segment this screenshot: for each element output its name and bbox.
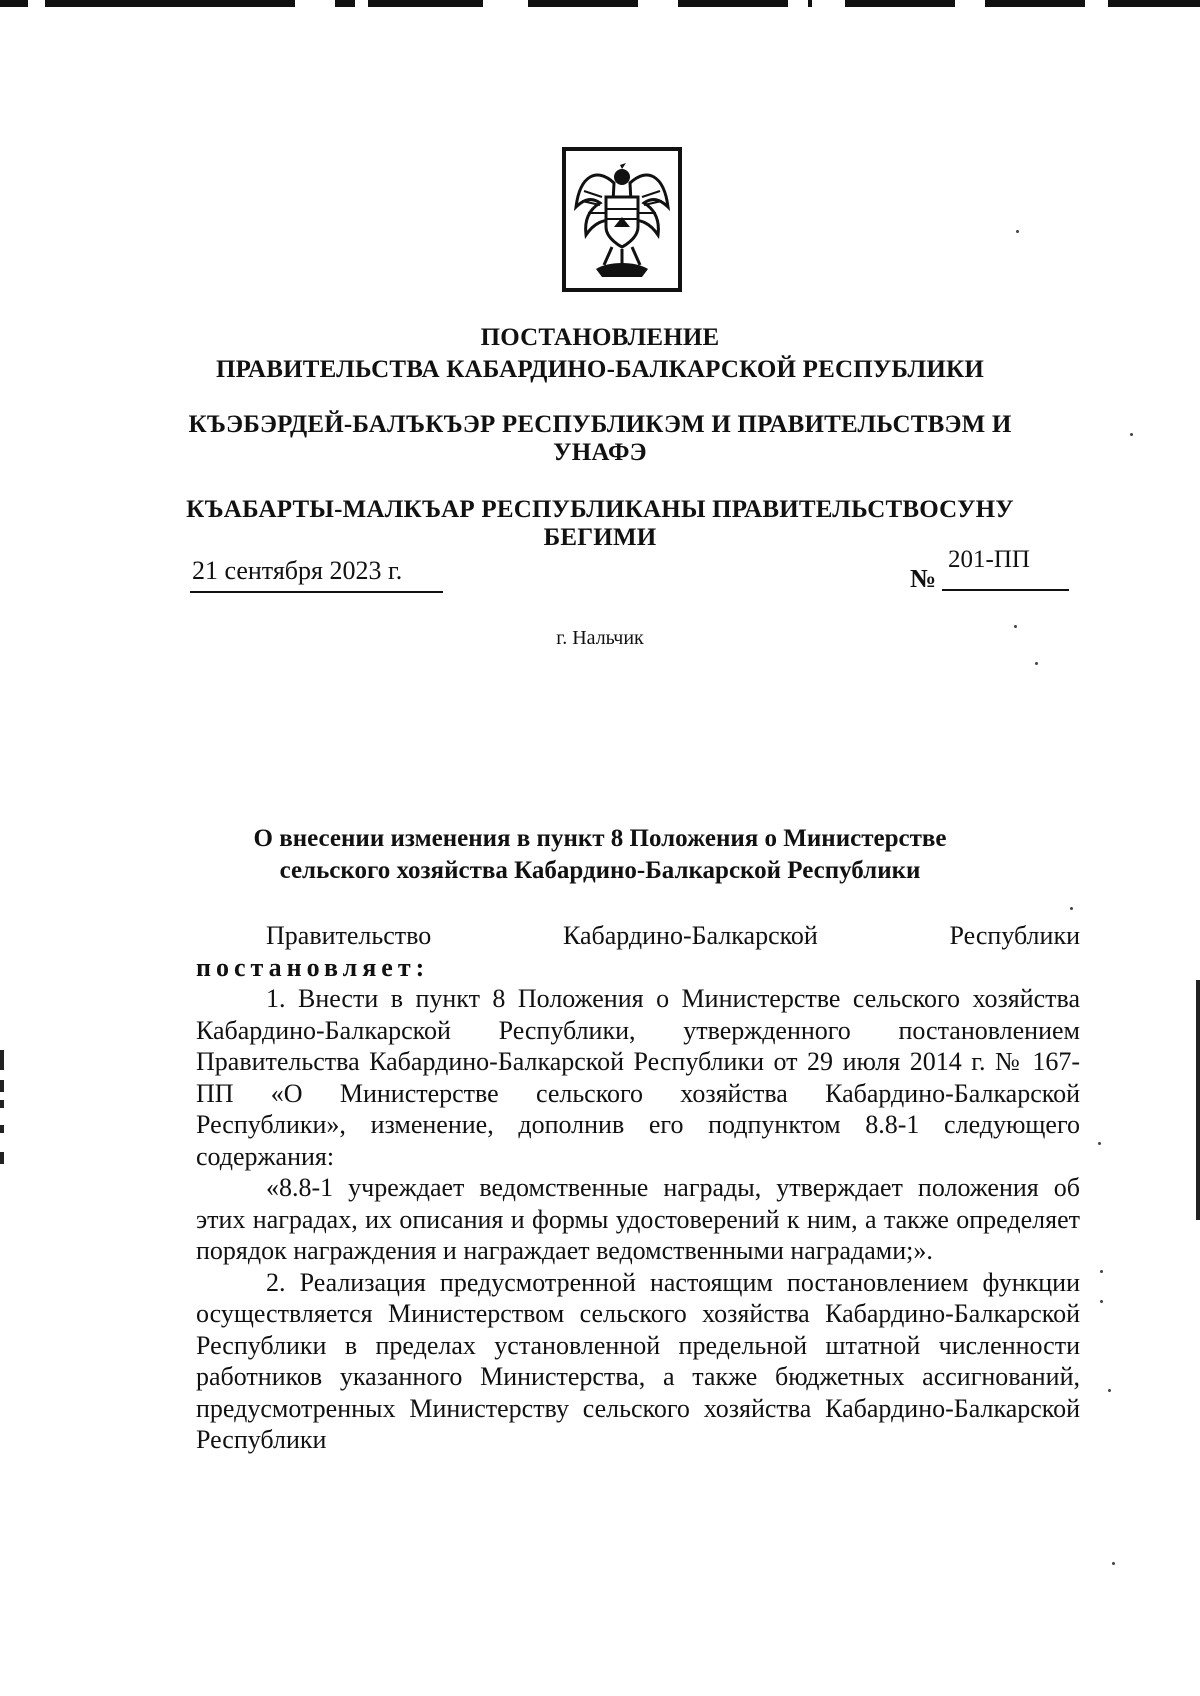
scan-edge-mark (0, 1080, 4, 1092)
body-paragraph-quote: «8.8-1 учреждает ведомственные награды, утверждает положения об этих наградах, их описания и формы удостоверений к ним, а также определяет порядок награждения и награждает ведомственными наградами;». (196, 1173, 1080, 1265)
balkar-heading-line1: КЪАБАРТЫ-МАЛКЪАР РЕСПУБЛИКАНЫ ПРАВИТЕЛЬСТВОСУНУ (186, 496, 1014, 523)
scan-artifact-bar (985, 0, 1085, 7)
scan-speck (1100, 1270, 1103, 1273)
scan-edge-mark (1196, 980, 1200, 1220)
title-line1: О внесении изменения в пункт 8 Положения о Министерстве (253, 825, 947, 852)
scan-speck (1108, 1389, 1111, 1392)
kabardian-heading-line1: КЪЭБЭРДЕЙ-БАЛЪКЪЭР РЕСПУБЛИКЭМ И ПРАВИТЕЛЬСТВЭМ И (188, 411, 1012, 438)
number-underline (942, 589, 1069, 591)
title-line2: сельского хозяйства Кабардино-Балкарской Республики (279, 857, 921, 884)
scan-speck (1112, 1562, 1115, 1565)
scan-artifact-bar (368, 0, 483, 7)
scan-speck (1014, 625, 1017, 628)
coat-of-arms-emblem-icon (562, 147, 682, 292)
scan-artifact-bar (0, 0, 28, 7)
body-lead: Правительство Кабардино-Балкарской Республики (266, 921, 1080, 950)
scan-edge-mark (0, 1125, 4, 1133)
document-number: 201-ПП (948, 546, 1030, 573)
scan-speck (1100, 1300, 1103, 1303)
number-sign: № (910, 564, 937, 593)
document-body (196, 920, 1080, 1456)
body-lead-decree (196, 952, 1080, 984)
scan-artifact-bar (678, 0, 788, 7)
scan-speck (1070, 907, 1073, 910)
scan-edge-mark (0, 1100, 4, 1108)
scan-edge-mark (0, 1050, 4, 1070)
decree-word: постановляет: (196, 952, 430, 982)
scan-artifact-bar (808, 0, 812, 7)
scan-artifact-bar (1108, 0, 1200, 7)
scan-artifact-bar (45, 0, 295, 7)
scan-artifact-bar (845, 0, 955, 7)
scan-speck (1130, 433, 1133, 436)
scan-speck (1098, 1142, 1101, 1145)
document-type-heading: ПОСТАНОВЛЕНИЕ (480, 324, 720, 351)
city-label: г. Нальчик (556, 627, 644, 649)
scan-artifact-bar (335, 0, 355, 7)
scan-edge-mark (0, 1152, 4, 1164)
body-paragraph-1: 1. Внести в пункт 8 Положения о Министерстве сельского хозяйства Кабардино-Балкарской Республики, утвержденного постановлением Правительства Кабардино-Балкарской Республики от 29 июля 2014 г. № 167-ПП «О Министерстве сельского хозяйства Кабардино-Балкарской Республики», изменение, дополнив его подпунктом 8.8-1 следующего содержания: (196, 984, 1080, 1171)
date-underline (190, 591, 443, 593)
balkar-heading-line2: БЕГИМИ (543, 524, 657, 551)
kabardian-heading-line2: УНАФЭ (553, 439, 647, 466)
government-heading: ПРАВИТЕЛЬСТВА КАБАРДИНО-БАЛКАРСКОЙ РЕСПУБЛИКИ (216, 356, 984, 383)
scan-speck (1035, 662, 1038, 665)
scan-speck (1016, 230, 1019, 233)
document-title (200, 823, 1000, 887)
scan-artifact-bar (528, 0, 638, 7)
document-date: 21 сентября 2023 г. (192, 556, 403, 585)
body-paragraph-2: 2. Реализация предусмотренной настоящим постановлением функции осуществляется Министерством сельского хозяйства Кабардино-Балкарской Республики в пределах установленной предельной штатной численности работников указанного Министерства, а также бюджетных ассигнований, предусмотренных Министерству сельского хозяйства Кабардино-Балкарской Республики (196, 1267, 1080, 1454)
